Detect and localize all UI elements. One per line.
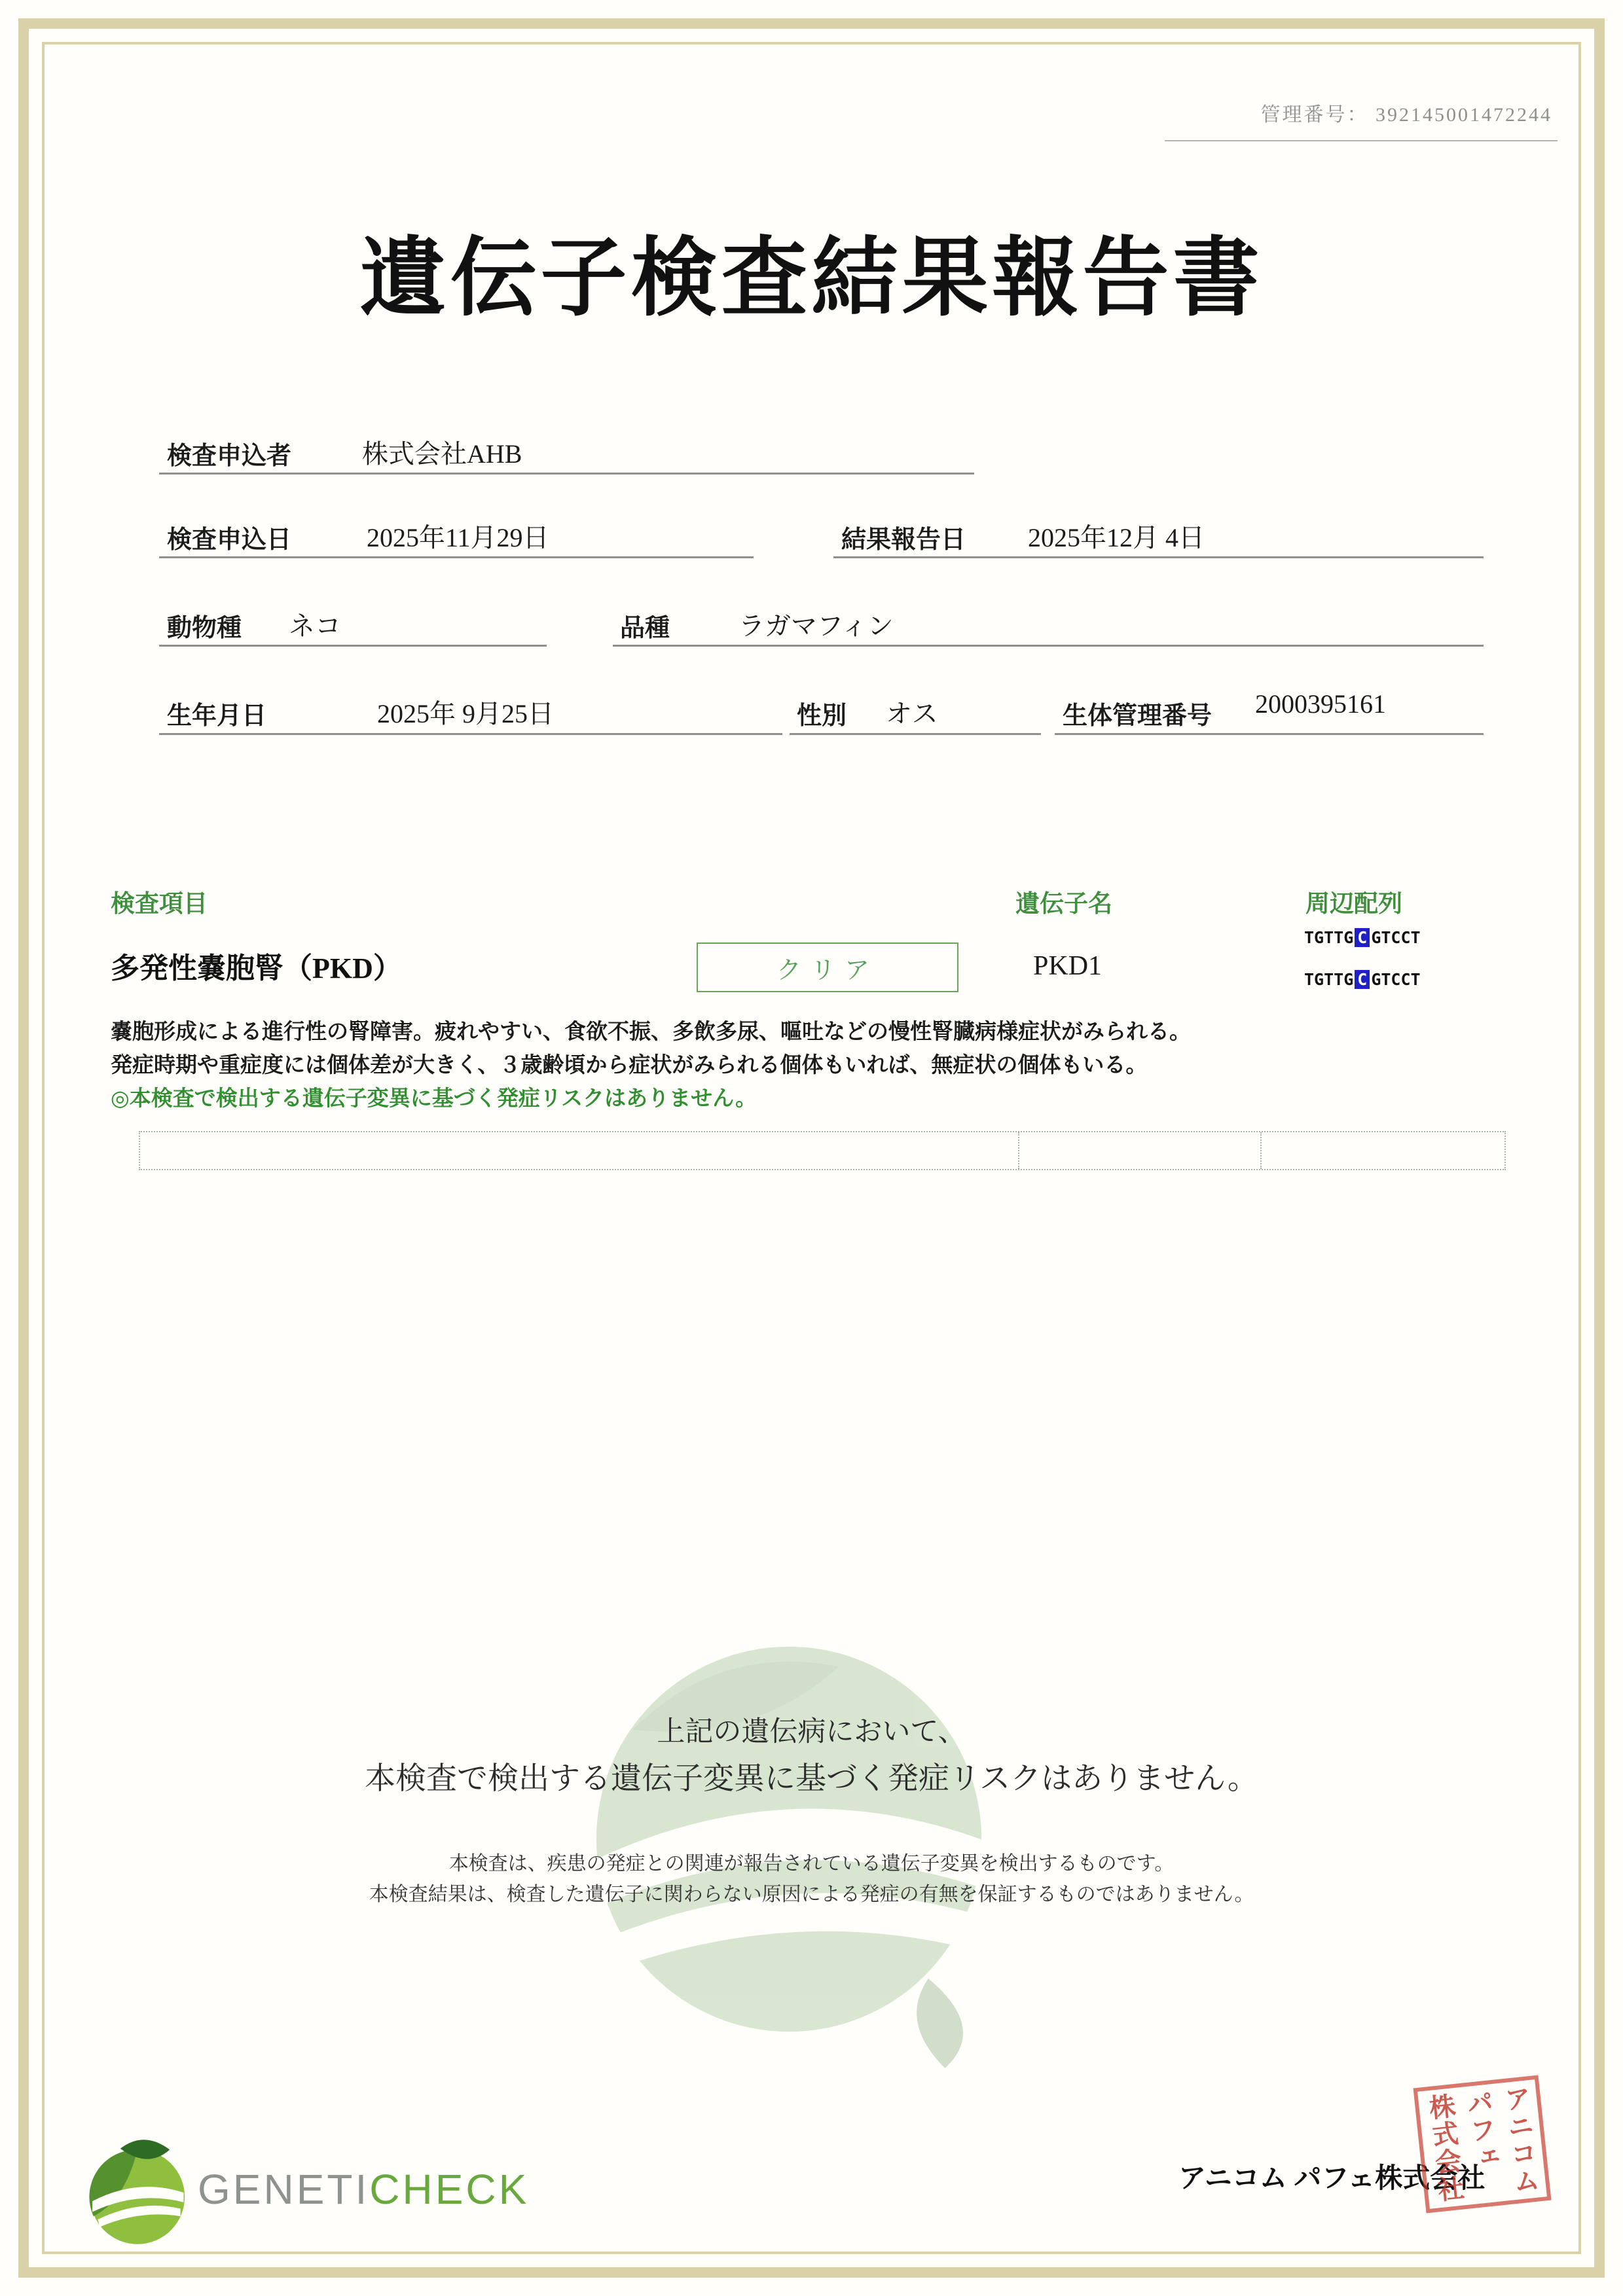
test-item-header: 検査項目 <box>111 891 208 918</box>
summary-line-2: 本検査で検出する遺伝子変異に基づく発症リスクはありません。 <box>365 1761 1258 1795</box>
summary-note-2: 本検査結果は、検査した遺伝子に関わらない原因による発症の有無を保証するものではありません。 <box>369 1884 1254 1905</box>
sequence-suffix: GTCCT <box>1371 970 1421 989</box>
summary-note-1: 本検査は、疾患の発症との関連が報告されている遺伝子変異を検出するものです。 <box>448 1853 1175 1874</box>
description-line-2: 発症時期や重症度には個体差が大きく、３歳齢頃から症状がみられる個体もいれば、無症状の個体もいる。 <box>111 1054 1148 1077</box>
birth-date-value: 2025年 9月25日 <box>377 699 554 728</box>
description-line-1: 嚢胞形成による進行性の腎障害。疲れやすい、食欲不振、多飲多尿、嘔吐などの慢性腎臓病様症状がみられる。 <box>111 1020 1191 1044</box>
breed-label: 品種 <box>620 615 670 642</box>
status-badge-label: クリア <box>776 956 879 984</box>
description-line-3: ◎本検査で検出する遺伝子変異に基づく発症リスクはありません。 <box>111 1087 757 1111</box>
sex-label: 性別 <box>797 702 847 730</box>
report-date-label: 結果報告日 <box>841 526 966 554</box>
logotype-check: CHECK <box>369 2166 530 2213</box>
sequence-prefix: TGTTG <box>1304 970 1354 989</box>
company-name: アニコム パフェ株式会社 <box>1178 2164 1486 2194</box>
gene-name-value: PKD1 <box>1033 951 1103 981</box>
breed-value: ラガマフィン <box>739 611 894 641</box>
sequence-header: 周辺配列 <box>1305 891 1402 918</box>
sequence-suffix: GTCCT <box>1371 928 1421 947</box>
summary-line-1: 上記の遺伝病において、 <box>657 1716 966 1748</box>
species-value: ネコ <box>289 611 341 641</box>
apply-date-value: 2025年11月29日 <box>367 523 549 552</box>
sequence-variant: C <box>1355 928 1370 947</box>
management-number-label: 管理番号： <box>1260 104 1369 126</box>
gene-name-header: 遺伝子名 <box>1015 891 1112 918</box>
apply-date-label: 検査申込日 <box>167 526 292 554</box>
logotype-geneti: GENETI <box>198 2166 370 2213</box>
sex-value: オス <box>886 699 938 728</box>
report-date-value: 2025年12月 4日 <box>1028 523 1205 552</box>
report-title: 遺伝子検査結果報告書 <box>359 230 1264 327</box>
applicant-label: 検査申込者 <box>167 442 292 470</box>
birth-date-label: 生年月日 <box>167 702 267 730</box>
species-label: 動物種 <box>167 615 242 642</box>
test-item-name: 多発性嚢胞腎（PKD） <box>111 952 402 984</box>
seal-col-1: アニコム <box>1500 2083 1541 2197</box>
seal-col-2: パフェ <box>1462 2088 1501 2174</box>
bio-id-label: 生体管理番号 <box>1063 702 1213 730</box>
sequence-prefix: TGTTG <box>1304 928 1354 947</box>
sequence-variant: C <box>1355 970 1370 989</box>
bio-id-value: 2000395161 <box>1255 689 1386 719</box>
seal-col-3: 株式会社 <box>1424 2092 1465 2204</box>
applicant-value: 株式会社AHB <box>362 439 522 469</box>
management-number-value: 392145001472244 <box>1376 104 1552 126</box>
